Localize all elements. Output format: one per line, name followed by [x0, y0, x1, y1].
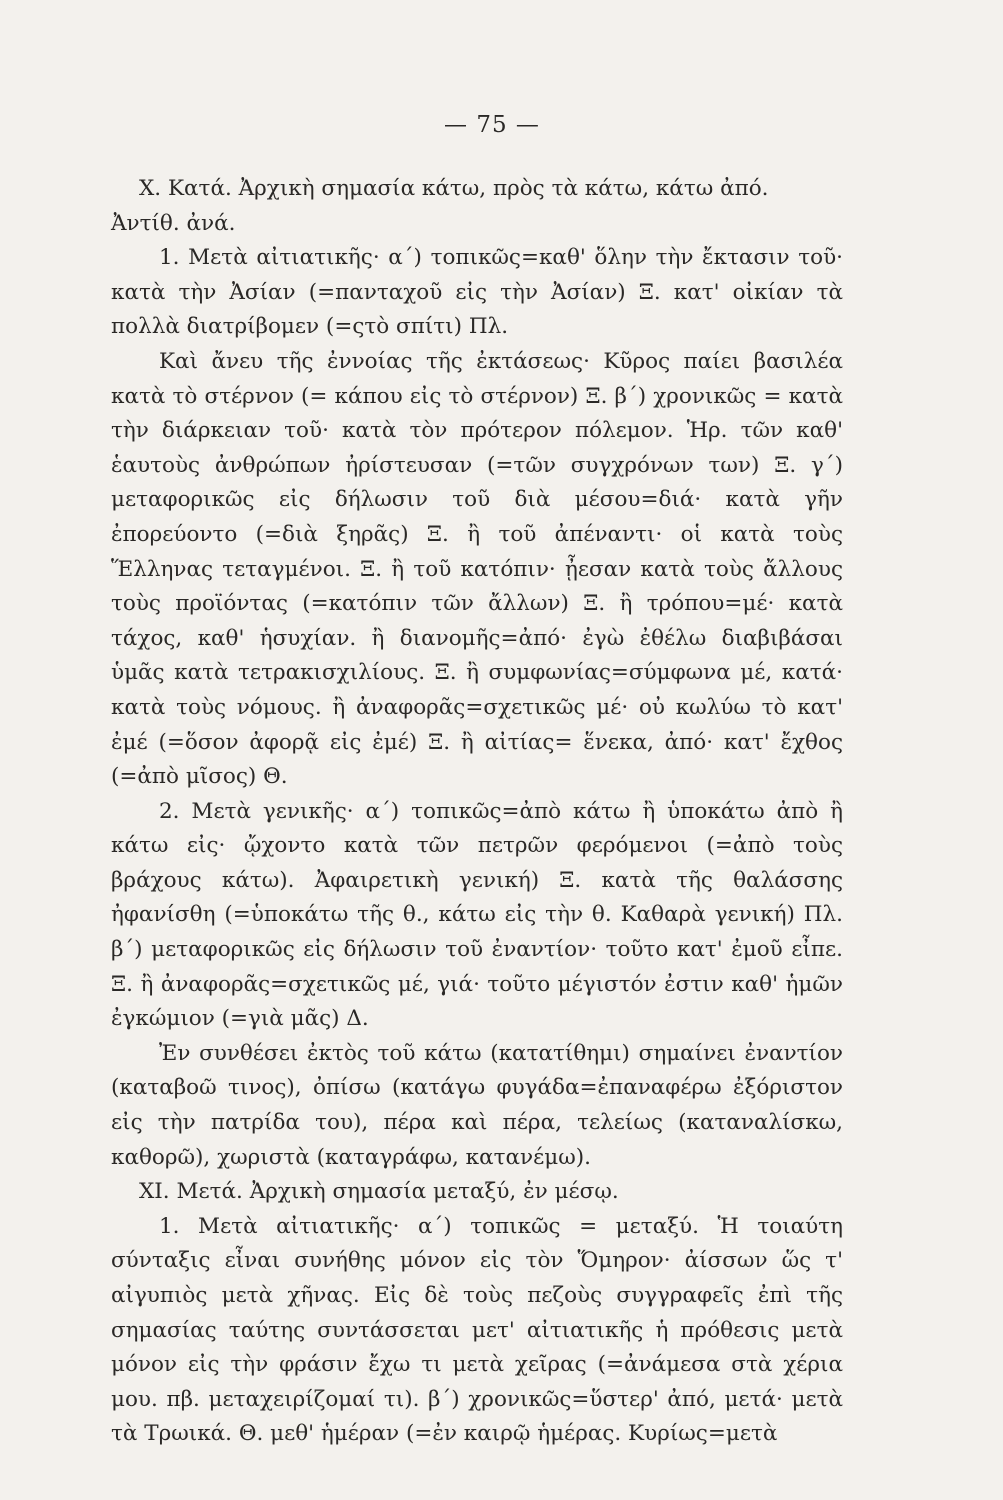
paragraph-genitive: 2. Μετὰ γενικῆς· α΄) τοπικῶς=ἀπὸ κάτω ἢ ὑποκάτω ἀπὸ ἢ κάτω εἰς· ᾤχοντο κατὰ τῶν πετρῶν φερόμενοι (=ἀπὸ τοὺς βράχους κάτω). Ἀφαιρετικὴ γενική) Ξ. κατὰ τῆς θαλάσσης ἠφανίσθη (=ὑποκάτω τῆς θ., κάτω εἰς τὴν θ. Καθαρὰ γενική) Πλ. β΄) μεταφορικῶς εἰς δήλωσιν τοῦ ἐναντίον· τοῦτο κατ' ἐμοῦ εἶπε. Ξ. ἢ ἀναφορᾶς=σχετικῶς μέ, γιά· τοῦτο μέγιστόν ἐστιν καθ' ἡμῶν ἐγκώμιον (=γιὰ μᾶς) Δ.	[111, 798, 843, 1032]
body-text	[111, 172, 843, 1452]
page-number: — 75 —	[444, 112, 540, 138]
paragraph-meta-accusative: 1. Μετὰ αἰτιατικῆς· α΄) τοπικῶς = μεταξύ. Ἡ τοιαύτη σύνταξις εἶναι συνήθης μόνον εἰς τὸν Ὅμηρον· ἀίσσων ὥς τ' αἰγυπιὸς μετὰ χῆνας. Εἰς δὲ τοὺς πεζοὺς συγγραφεῖς ἐπὶ τῆς σημασίας ταύτης συντάσσεται μετ' αἰτιατικῆς ἡ πρόθεσις μετὰ μόνον εἰς τὴν φράσιν ἔχω τι μετὰ χεῖρας (=ἀνάμεσα στὰ χέρια μου. πβ. μεταχειρίζομαί τι). β΄) χρονικῶς=ὕστερ' ἀπό, μετά· μετὰ τὰ Τρωικά. Θ. μεθ' ἡμέραν (=ἐν καιρῷ ἡμέρας. Κυρίως=μετὰ	[111, 1213, 843, 1447]
paragraph-composition: Ἐν συνθέσει ἐκτὸς τοῦ κάτω (κατατίθημι) σημαίνει ἐναντίον (καταβοῶ τινος), ὀπίσω (κατάγω φυγάδα=ἐπαναφέρω ἐξόριστον εἰς τὴν πατρίδα του), πέρα καὶ πέρα, τελείως (καταναλίσκω, καθορῶ), χωριστὰ (καταγράφω, κατανέμω).	[111, 1040, 843, 1170]
section-heading-kata: X. Κατά. Ἀρχικὴ σημασία κάτω, πρὸς τὰ κάτω, κάτω ἀπό.	[139, 176, 769, 201]
paragraph-antithesis: Ἀντίθ. ἀνά.	[111, 210, 236, 236]
paragraph-without-extent: Καὶ ἄνευ τῆς ἐννοίας τῆς ἐκτάσεως· Κῦρος παίει βασιλέα κατὰ τὸ στέρνον (= κάπου εἰς τὸ στέρνον) Ξ. β΄) χρονικῶς = κατὰ τὴν διάρκειαν τοῦ· κατὰ τὸν πρότερον πόλεμον. Ἡρ. τῶν καθ' ἑαυτοὺς ἀνθρώπων ἠρίστευσαν (=τῶν συγχρόνων των) Ξ. γ΄) μεταφορικῶς εἰς δήλωσιν τοῦ διὰ μέσου=διά· κατὰ γῆν ἐπορεύοντο (=διὰ ξηρᾶς) Ξ. ἢ τοῦ ἀπέναντι· οἱ κατὰ τοὺς Ἕλληνας τεταγμένοι. Ξ. ἢ τοῦ κατόπιν· ᾖεσαν κατὰ τοὺς ἄλλους τοὺς προϊόντας (=κατόπιν τῶν ἄλλων) Ξ. ἢ τρόπου=μέ· κατὰ τάχος, καθ' ἡσυχίαν. ἢ διανομῆς=ἀπό· ἐγὼ ἐθέλω διαβιβάσαι ὑμᾶς κατὰ τετρακισχιλίους. Ξ. ἢ συμφωνίας=σύμφωνα μέ, κατά· κατὰ τοὺς νόμους. ἢ ἀναφορᾶς=σχετικῶς μέ· οὐ κωλύω τὸ κατ' ἐμέ (=ὅσον ἀφορᾷ εἰς ἐμέ) Ξ. ἢ αἰτίας= ἕνεκα, ἀπό· κατ' ἔχθος (=ἀπὸ μῖσος) Θ.	[111, 348, 843, 790]
section-heading-meta: XI. Μετά. Ἀρχικὴ σημασία μεταξύ, ἐν μέσῳ.	[139, 1179, 619, 1205]
paragraph-accusative: 1. Μετὰ αἰτιατικῆς· α΄) τοπικῶς=καθ' ὅλην τὴν ἔκτασιν τοῦ· κατὰ τὴν Ἀσίαν (=πανταχοῦ εἰς τὴν Ἀσίαν) Ξ. κατ' οἰκίαν τὰ πολλὰ διατρίβομεν (=ςτὸ σπίτι) Πλ.	[111, 245, 843, 340]
